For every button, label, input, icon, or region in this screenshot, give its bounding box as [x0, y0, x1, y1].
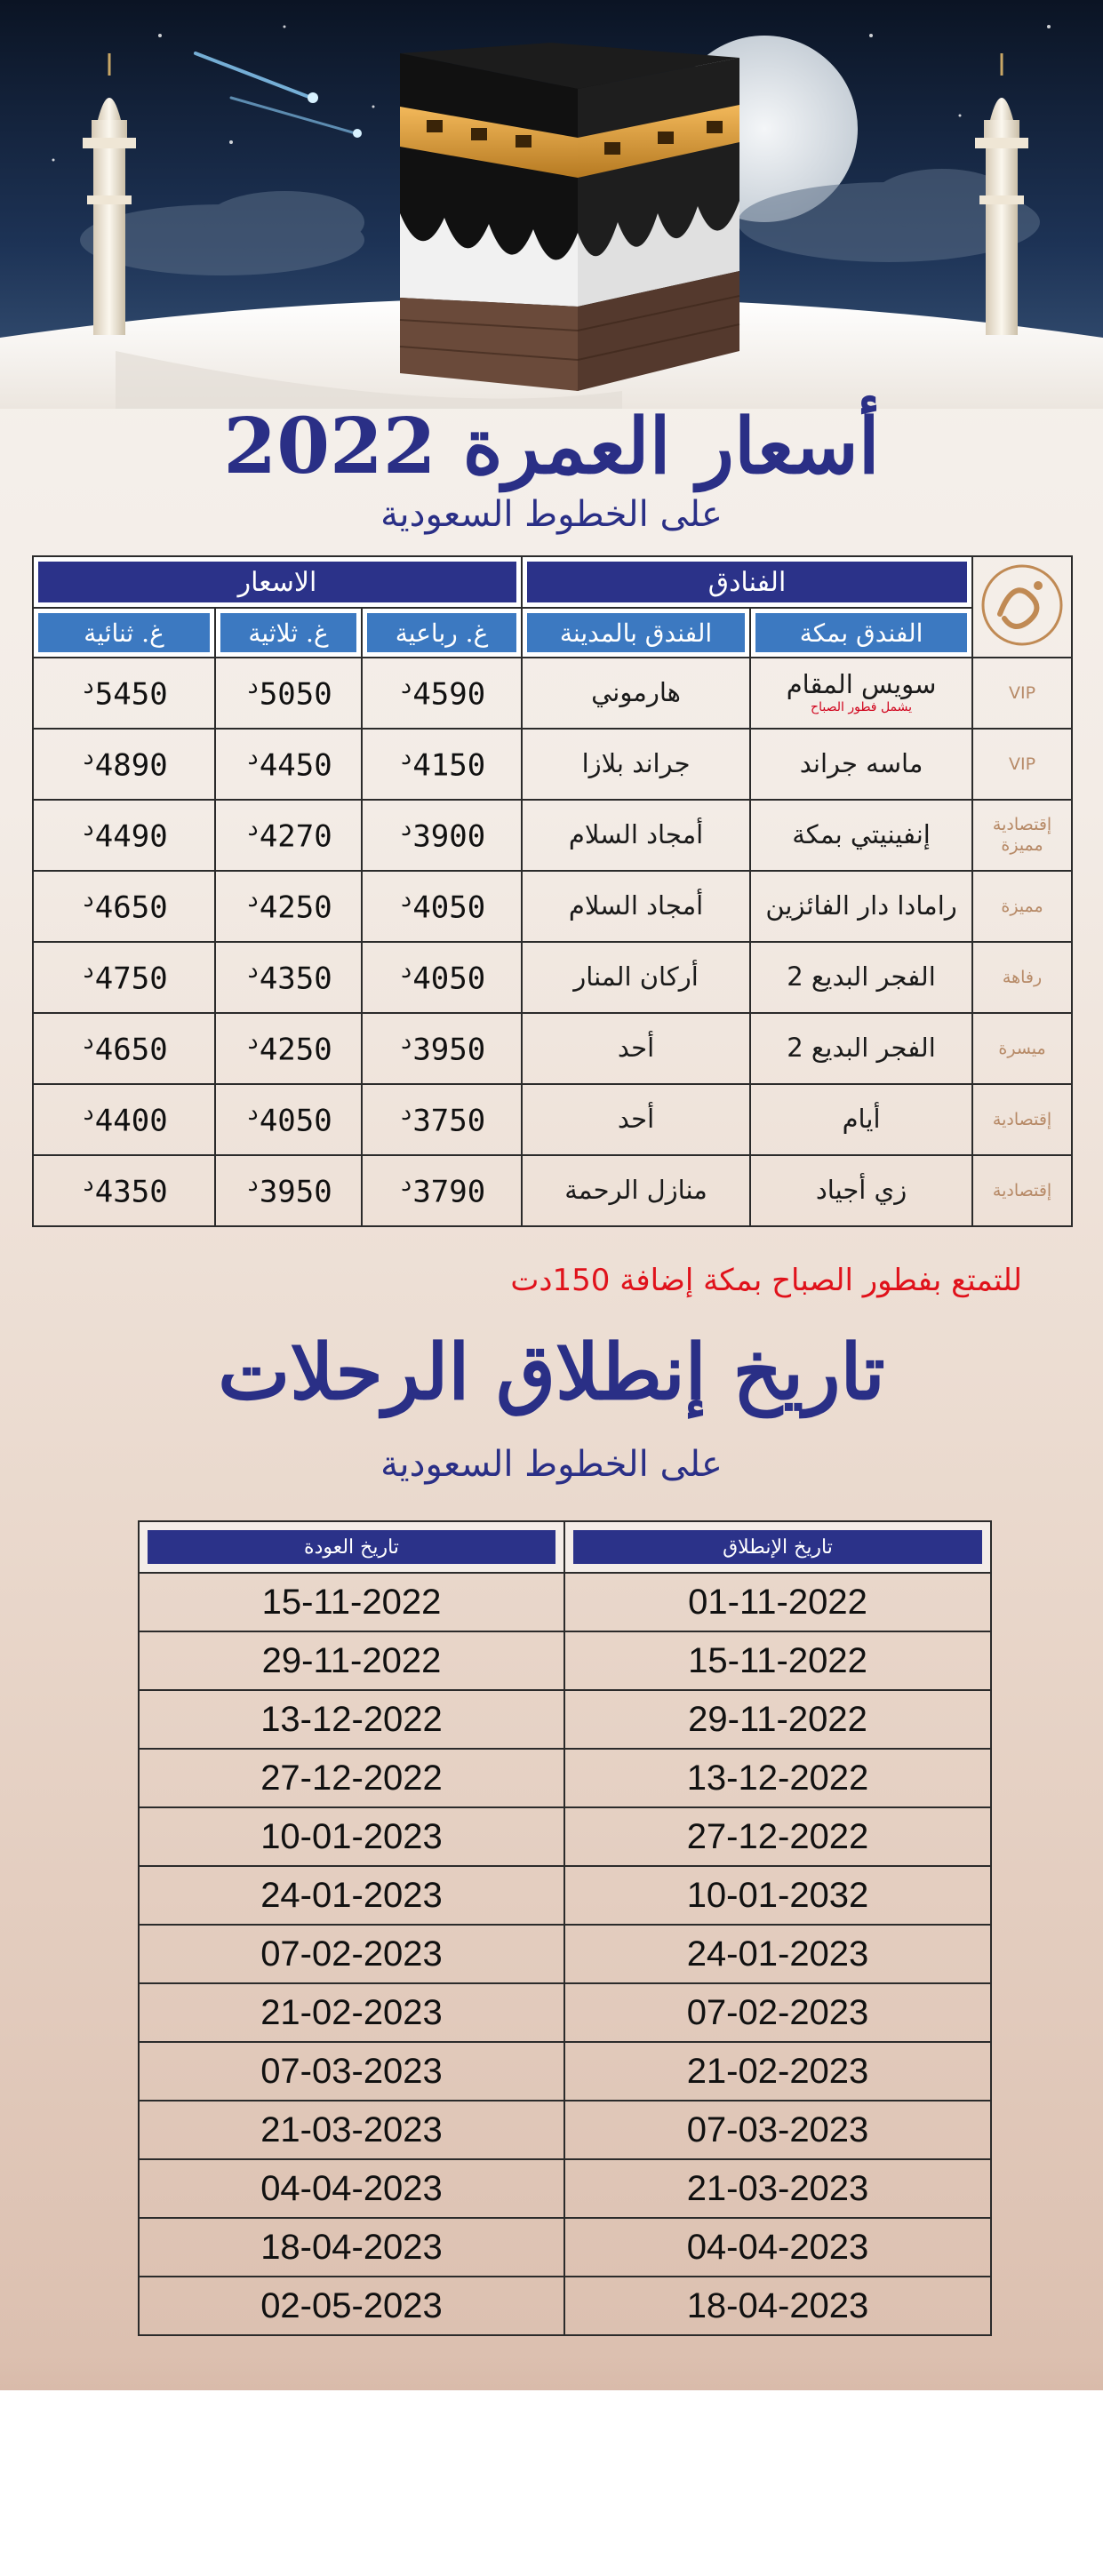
currency-symbol: د	[82, 887, 95, 913]
double-room-header: غ. ثنائية	[33, 608, 215, 658]
currency-symbol: د	[82, 1100, 95, 1126]
price-value: 5450	[94, 676, 168, 713]
madinah-hotel-cell: أركان المنار	[522, 942, 750, 1013]
category-cell: VIP	[972, 658, 1072, 729]
currency-symbol: د	[399, 1029, 413, 1055]
price-value: 4650	[94, 889, 168, 926]
return-date-cell: 21-02-2023	[139, 1983, 564, 2042]
departure-date-cell: 18-04-2023	[564, 2277, 991, 2335]
departure-date-cell: 21-03-2023	[564, 2159, 991, 2218]
triple-price-cell	[215, 1013, 362, 1084]
table-row	[139, 1690, 991, 1749]
return-date-cell: 10-01-2023	[139, 1807, 564, 1866]
price-value: 4750	[94, 961, 168, 997]
double-price-cell	[33, 1013, 215, 1084]
price-value: 4150	[412, 747, 486, 784]
breakfast-extra-note: للتمتع بفطور الصباح بمكة إضافة 150دت	[510, 1263, 1022, 1298]
price-value: 4250	[259, 1032, 332, 1068]
currency-symbol: د	[399, 745, 413, 770]
currency-symbol: د	[82, 674, 95, 699]
double-price-cell	[33, 1155, 215, 1226]
category-cell: مميزة	[972, 871, 1072, 942]
madinah-hotel-cell: أمجاد السلام	[522, 871, 750, 942]
madinah-hotel-header: الفندق بالمدينة	[522, 608, 750, 658]
makkah-hotel-cell: ماسه جراند	[750, 729, 972, 800]
departure-date-cell: 24-01-2023	[564, 1925, 991, 1983]
price-value: 4450	[259, 747, 332, 784]
departure-date-cell: 13-12-2022	[564, 1749, 991, 1807]
table-row	[139, 1631, 991, 1690]
double-price-cell	[33, 800, 215, 871]
currency-symbol: د	[399, 958, 413, 984]
breakfast-included-note: يشمل فطور الصباح	[811, 700, 913, 715]
currency-symbol: د	[246, 1029, 260, 1055]
return-date-cell: 07-02-2023	[139, 1925, 564, 1983]
return-date-cell: 27-12-2022	[139, 1749, 564, 1807]
page-title: أسعار العمرة 2022	[223, 402, 880, 491]
departure-date-cell: 29-11-2022	[564, 1690, 991, 1749]
return-date-cell: 15-11-2022	[139, 1573, 564, 1631]
table-row	[33, 800, 1072, 871]
bottom-white-strip	[0, 2390, 1103, 2576]
trips-title: تاريخ إنطلاق الرحلات	[218, 1328, 885, 1417]
umrah-calligraphy-icon	[978, 561, 1067, 650]
currency-symbol: د	[246, 887, 260, 913]
kaaba	[400, 43, 739, 391]
departure-date-cell: 01-11-2022	[564, 1573, 991, 1631]
departure-date-cell: 07-02-2023	[564, 1983, 991, 2042]
price-value: 3950	[259, 1174, 332, 1210]
departure-date-cell: 10-01-2032	[564, 1866, 991, 1925]
triple-price-cell	[215, 658, 362, 729]
price-value: 4250	[259, 889, 332, 926]
currency-symbol: د	[82, 1171, 95, 1197]
makkah-hotel-cell: زي أجياد	[750, 1155, 972, 1226]
return-date-cell: 04-04-2023	[139, 2159, 564, 2218]
quad-price-cell	[362, 1084, 522, 1155]
quad-price-cell	[362, 1013, 522, 1084]
table-row	[33, 1013, 1072, 1084]
table-row	[139, 1573, 991, 1631]
quad-price-cell	[362, 1155, 522, 1226]
departure-date-cell: 04-04-2023	[564, 2218, 991, 2277]
currency-symbol: د	[246, 958, 260, 984]
makkah-hotel-cell: الفجر البديع 2	[750, 942, 972, 1013]
price-value: 4400	[94, 1103, 168, 1139]
madinah-hotel-cell: أحد	[522, 1013, 750, 1084]
return-date-cell: 21-03-2023	[139, 2101, 564, 2159]
currency-symbol: د	[399, 674, 413, 699]
price-value: 4350	[94, 1174, 168, 1210]
makkah-hotel-cell: إنفينيتي بمكة	[750, 800, 972, 871]
departure-date-header: تاريخ الإنطلاق	[564, 1521, 991, 1573]
return-date-cell: 29-11-2022	[139, 1631, 564, 1690]
category-cell: إقتصادية	[972, 1084, 1072, 1155]
price-value: 5050	[259, 676, 332, 713]
quad-price-cell	[362, 871, 522, 942]
currency-symbol: د	[399, 887, 413, 913]
currency-symbol: د	[246, 745, 260, 770]
double-price-cell	[33, 729, 215, 800]
departure-date-cell: 15-11-2022	[564, 1631, 991, 1690]
triple-room-header: غ. ثلاثية	[215, 608, 362, 658]
double-price-cell	[33, 942, 215, 1013]
price-value: 4890	[94, 747, 168, 784]
table-row	[139, 2159, 991, 2218]
quad-price-cell	[362, 942, 522, 1013]
currency-symbol: د	[82, 1029, 95, 1055]
triple-price-cell	[215, 729, 362, 800]
makkah-hotel-cell: أيام	[750, 1084, 972, 1155]
price-value: 4350	[259, 961, 332, 997]
table-row	[33, 942, 1072, 1013]
price-value: 3900	[412, 818, 486, 855]
price-value: 4050	[412, 889, 486, 926]
triple-price-cell	[215, 1084, 362, 1155]
table-row	[33, 871, 1072, 942]
currency-symbol: د	[246, 816, 260, 841]
quad-room-header: غ. رباعية	[362, 608, 522, 658]
triple-price-cell	[215, 1155, 362, 1226]
departure-date-cell: 21-02-2023	[564, 2042, 991, 2101]
umrah-logo	[972, 556, 1072, 658]
departure-dates-table	[138, 1520, 992, 2336]
madinah-hotel-cell: جراند بلازا	[522, 729, 750, 800]
makkah-hotel-cell: رامادا دار الفائزين	[750, 871, 972, 942]
price-value: 4050	[259, 1103, 332, 1139]
departure-date-cell: 07-03-2023	[564, 2101, 991, 2159]
table-row	[139, 1749, 991, 1807]
table-row	[139, 1807, 991, 1866]
table-row	[139, 2277, 991, 2335]
currency-symbol: د	[399, 1100, 413, 1126]
return-date-cell: 18-04-2023	[139, 2218, 564, 2277]
hotels-group-header: الفنادق	[522, 556, 972, 608]
prices-group-header: الاسعار	[33, 556, 522, 608]
table-row	[33, 658, 1072, 729]
madinah-hotel-cell: أمجاد السلام	[522, 800, 750, 871]
departure-date-cell: 27-12-2022	[564, 1807, 991, 1866]
return-date-header: تاريخ العودة	[139, 1521, 564, 1573]
madinah-hotel-cell: منازل الرحمة	[522, 1155, 750, 1226]
table-row	[139, 2218, 991, 2277]
trips-subtitle: على الخطوط السعودية	[380, 1444, 723, 1485]
currency-symbol: د	[82, 745, 95, 770]
price-value: 4590	[412, 676, 486, 713]
category-cell: رفاهة	[972, 942, 1072, 1013]
makkah-hotel-name: سويس المقام	[786, 669, 937, 700]
price-value: 3750	[412, 1103, 486, 1139]
table-row	[33, 1084, 1072, 1155]
currency-symbol: د	[399, 816, 413, 841]
table-row	[139, 2042, 991, 2101]
table-row	[139, 1983, 991, 2042]
makkah-hotel-cell: الفجر البديع 2	[750, 1013, 972, 1084]
double-price-cell	[33, 658, 215, 729]
page-subtitle: على الخطوط السعودية	[380, 494, 723, 535]
table-row	[139, 1866, 991, 1925]
return-date-cell: 24-01-2023	[139, 1866, 564, 1925]
category-cell: إقتصادية	[972, 1155, 1072, 1226]
table-row	[139, 1925, 991, 1983]
double-price-cell	[33, 1084, 215, 1155]
price-value: 3790	[412, 1174, 486, 1210]
kaaba-night-illustration	[0, 0, 1103, 409]
price-value: 4270	[259, 818, 332, 855]
category-cell: VIP	[972, 729, 1072, 800]
return-date-cell: 13-12-2022	[139, 1690, 564, 1749]
currency-symbol: د	[246, 1100, 260, 1126]
currency-symbol: د	[82, 958, 95, 984]
triple-price-cell	[215, 800, 362, 871]
madinah-hotel-cell: أحد	[522, 1084, 750, 1155]
currency-symbol: د	[82, 816, 95, 841]
return-date-cell: 07-03-2023	[139, 2042, 564, 2101]
prices-table	[32, 555, 1073, 1227]
madinah-hotel-cell: هارموني	[522, 658, 750, 729]
quad-price-cell	[362, 658, 522, 729]
currency-symbol: د	[246, 674, 260, 699]
price-value: 4050	[412, 961, 486, 997]
quad-price-cell	[362, 729, 522, 800]
category-cell: ميسرة	[972, 1013, 1072, 1084]
triple-price-cell	[215, 942, 362, 1013]
currency-symbol: د	[399, 1171, 413, 1197]
currency-symbol: د	[246, 1171, 260, 1197]
double-price-cell	[33, 871, 215, 942]
triple-price-cell	[215, 871, 362, 942]
makkah-hotel-header: الفندق بمكة	[750, 608, 972, 658]
quad-price-cell	[362, 800, 522, 871]
table-row	[33, 729, 1072, 800]
price-value: 4650	[94, 1032, 168, 1068]
table-row	[139, 2101, 991, 2159]
table-row	[33, 1155, 1072, 1226]
return-date-cell: 02-05-2023	[139, 2277, 564, 2335]
price-value: 3950	[412, 1032, 486, 1068]
makkah-hotel-cell	[750, 658, 972, 729]
category-cell: إقتصادية مميزة	[972, 800, 1072, 871]
price-value: 4490	[94, 818, 168, 855]
